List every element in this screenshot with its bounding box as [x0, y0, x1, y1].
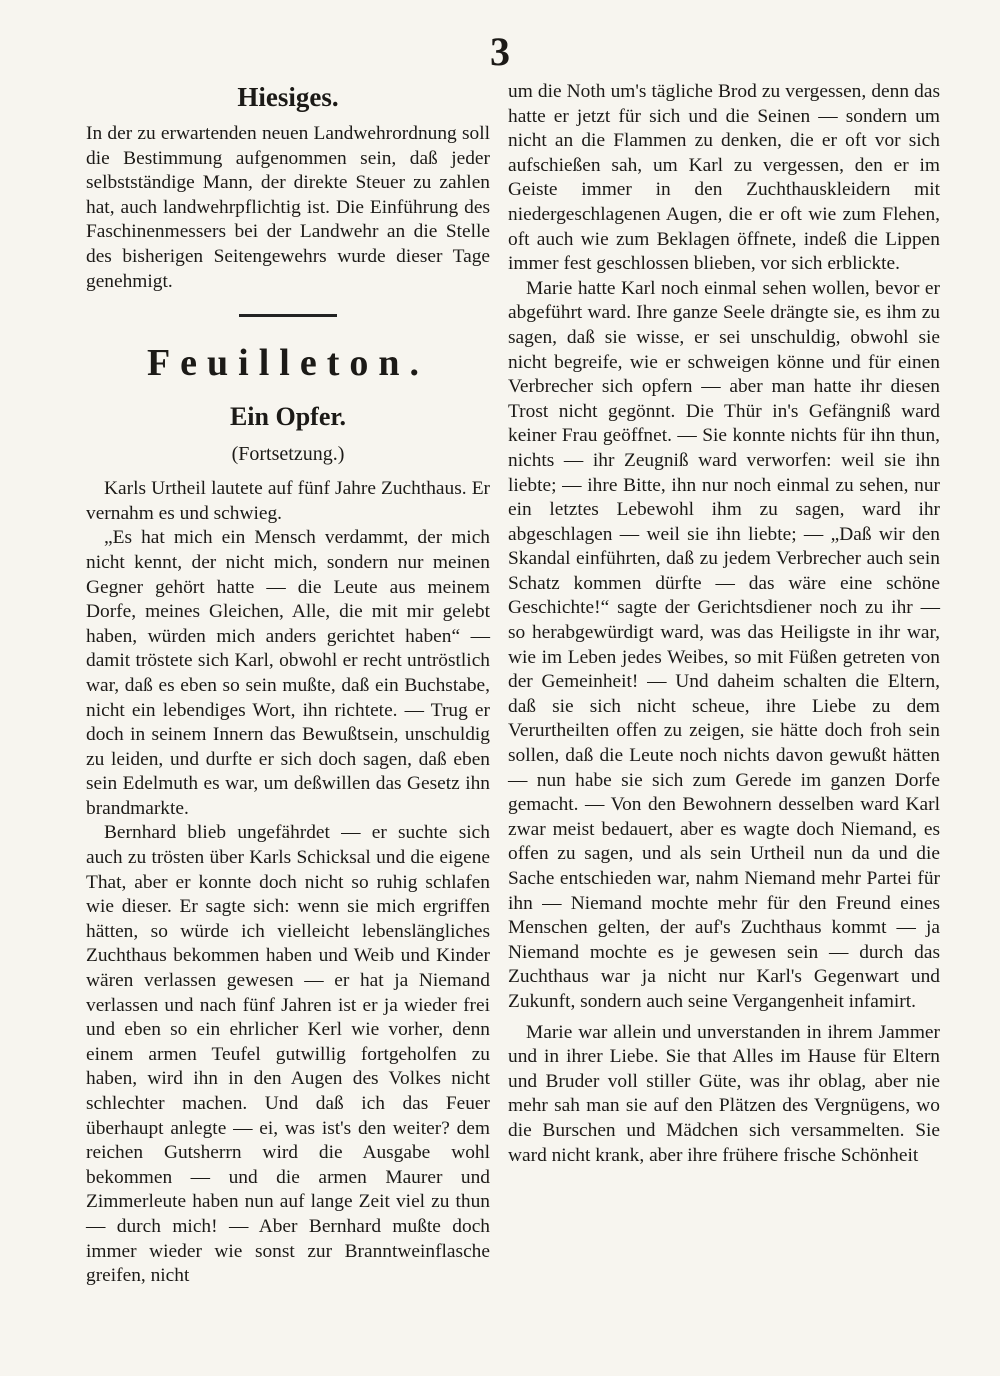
story-paragraph: „Es hat mich ein Mensch verdammt, der mich nicht kennt, der nicht mich, sondern nur meinen Gegner gehört hatte — die Leute aus meinem Dorfe, meines Gleichen, Alle, die mit mir gelebt haben, würden mich anders gerichtet haben“ — damit tröstete sich Karl, obwohl er recht untröstlich war, daß es eben so sein mußte, daß ein Buchstabe, nicht ein lebendiges Wort, ihn richtete. — Trug er doch in seinem Innern das Bewußtsein, unschuldig zu leiden, und durfte er sich doch sagen, daß eben sein Edelmuth es war, um deßwillen das Gesetz ihn brandmarkte. [86, 527, 490, 819]
story-subtitle: (Fortsetzung.) [231, 443, 345, 466]
story-paragraph: Marie hatte Karl noch einmal sehen wollen, bevor er abgeführt ward. Ihre ganze Seele drängte sie, es ihm zu sagen, daß sie wisse, er sei unschuldig, obwohl sie nicht begreife, wie er schweigen könne und für einen Verbrecher sich opfern — aber man hatte ihr diesen Trost nicht gegönnt. Die Thür in's Gefängniß ward keiner Frau geöffnet. — Sie konnte nichts für ihn thun, nichts — ihr Zeugniß ward verworfen: weil sie ihn liebte; — ihre Bitte, ihn nur noch einmal zu sehen, nur ein letztes Lebewohl ihm zu sagen, ward ihr abgeschlagen — weil sie ihn liebte; — „Daß wir den Skandal einführten, daß zu jedem Verbrecher auch sein Schatz kommen dürfte — das wäre eine schöne Geschichte!“ sagte der Gerichtsdiener noch zu ihr — so herabgewürdigt ward, was das Heiligste in ihr war, wie im Leben jedes Weibes, so mit Füßen getreten von der Gemeinheit! — Und daheim schalten die Eltern, daß sie sich nicht scheue, ihre Liebe zu dem Verurtheilten offen zu zeigen, sie hätte doch froh sein sollen, daß die Leute noch nichts davon gewußt hätten — nun habe sie sich zum Gerede im ganzen Dorfe gemacht. — Von den Bewohnern desselben ward Karl zwar meist bedauert, aber es wagte doch Niemand, es offen zu sagen, und als sein Urtheil nun da und die Sache entschieden war, nahm Niemand mehr Partei für ihn — Niemand mochte mehr für den Freund eines Menschen gelten, der auf's Zuchthaus kommt — ja Niemand mochte es je gewesen sein — durch das Zuchthaus war ja nicht nur Karl's Gegenwart und Zukunft, sondern auch seine Vergangenheit infamirt. [508, 277, 940, 1012]
story-paragraph: um die Noth um's tägliche Brod zu vergessen, denn das hatte er jetzt für sich und die Seinen — sondern um nicht an die Flammen zu denken, die er oft vor sich aufschießen sah, um Karl zu vergessen, den er im Geiste immer in den Zuchthauskleidern mit niedergeschlagenen Augen, die er oft wie zum Flehen, oft auch wie zum Beklagen öffnete, indeß die Lippen immer fest geschlossen blieben, vor sich erblickte. [508, 81, 940, 275]
story-title: Ein Opfer. [229, 402, 347, 432]
right-column [508, 80, 940, 1168]
page-number: 3 [490, 29, 510, 74]
local-news-heading: Hiesiges. [237, 82, 339, 112]
story-paragraph: Karls Urtheil lautete auf fünf Jahre Zuchthaus. Er vernahm es und schwieg. [86, 478, 490, 524]
local-news-paragraph: In der zu erwartenden neuen Landwehrordnung soll die Bestimmung aufgenommen sein, daß jeder selbstständige Mann, der direkte Steuer zu zahlen hat, auch landwehrpflichtig ist. Die Einführung des Faschinenmessers bei der Landwehr an die Stelle des bisherigen Seitengewehrs wurde dieser Tage genehmigt. [86, 123, 490, 292]
section-divider [239, 314, 337, 317]
story-paragraph: Marie war allein und unverstanden in ihrem Jammer und in ihrer Liebe. Sie that Alles im Hause für Eltern und Bruder voll stiller Güte, was ihr oblag, aber nie mehr sah man sie auf den Plätzen des Vergnügens, wo die Burschen und Mädchen sich versammelten. Sie ward nicht krank, aber ihre frühere frische Schönheit [508, 1021, 940, 1166]
story-paragraph: Bernhard blieb ungefährdet — er suchte sich auch zu trösten über Karls Schicksal und die eigene That, aber er konnte doch nicht so ruhig schlafen wie dieser. Er sagte sich: wenn sie mich ergriffen hätten, so würde ich vielleicht lebenslängliches Zuchthaus bekommen haben und Weib und Kinder wären verlassen gewesen — er hat ja Niemand verlassen und nach fünf Jahren ist er ja wieder frei und eben so ein ehrlicher Kerl wie vorher, denn einem armen Teufel gutwillig fortgeholfen zu haben, wird ihn in den Augen des Volkes nicht schlechter machen. Und daß ich das Feuer überhaupt anlegte — ei, was ist's den weiter? dem reichen Gutsherrn wird die Ausgabe wohl bekommen — und die armen Maurer und Zimmerleute haben nun auf lange Zeit viel zu thun — durch mich! — Aber Bernhard mußte doch immer wieder wie sonst zur Branntweinflasche greifen, nicht [86, 822, 490, 1287]
left-column [86, 80, 490, 1289]
feuilleton-heading: Feuilleton. [146, 342, 430, 385]
